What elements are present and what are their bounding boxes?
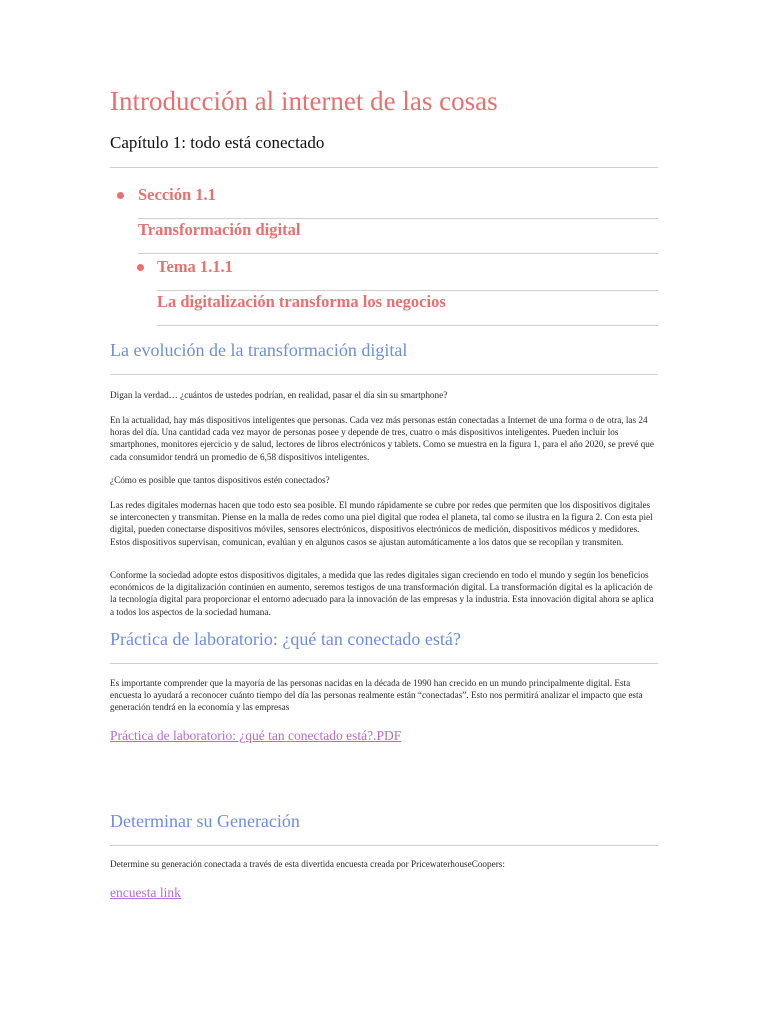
divider xyxy=(138,253,658,254)
divider xyxy=(157,290,658,291)
divider xyxy=(110,167,658,168)
paragraph: ¿Cómo es posible que tantos dispositivos estén conectados? xyxy=(110,475,330,485)
paragraph: Digan la verdad… ¿cuántos de ustedes podrían, en realidad, pasar el día sin su smartphone? xyxy=(110,390,448,400)
section-title: Transformación digital xyxy=(138,220,301,239)
divider xyxy=(157,325,658,326)
survey-link[interactable]: encuesta link xyxy=(110,885,181,900)
divider xyxy=(110,845,658,846)
paragraph: Es importante comprender que la mayoría de las personas nacidas en la década de 1990 han crecido en un mundo principalmente digital. Esta encuesta lo ayudará a reconocer cuánto tiempo del día las personas realmente están “conectadas”. Esto nos permitirá analizar el impacto que esta generación tendrá en la economía y las empresas xyxy=(110,678,643,713)
evolution-heading: La evolución de la transformación digital xyxy=(110,340,408,360)
bullet-icon xyxy=(137,264,144,271)
paragraph: Las redes digitales modernas hacen que todo esto sea posible. El mundo rápidamente se cubre por redes que permiten que los dispositivos digitales se interconecten y transmitan. Piense en la malla de redes como una piel digital que rodea el planeta, tal como se ilustra en la figura 2. Con esta piel digital, pueden conectarse dispositivos móviles, sensores electrónicos, dispositivos electrónicos de medición, dispositivos médicos y medidores. Estos dispositivos supervisan, comunican, evalúan y en algunos casos se ajustan automáticamente a los datos que se recopilan y transmiten. xyxy=(110,500,653,547)
lab-pdf-link[interactable]: Práctica de laboratorio: ¿qué tan conectado está?.PDF xyxy=(110,728,402,743)
chapter-title: Capítulo 1: todo está conectado xyxy=(110,133,325,152)
document-title: Introducción al internet de las cosas xyxy=(110,86,498,116)
lab-heading: Práctica de laboratorio: ¿qué tan conectado está? xyxy=(110,629,461,649)
divider xyxy=(138,218,658,219)
paragraph: Determine su generación conectada a través de esta divertida encuesta creada por PricewaterhouseCoopers: xyxy=(110,859,505,869)
divider xyxy=(110,663,658,664)
generation-heading: Determinar su Generación xyxy=(110,811,300,831)
topic-label: Tema 1.1.1 xyxy=(157,257,233,276)
bullet-icon xyxy=(117,192,124,199)
topic-title: La digitalización transforma los negocios xyxy=(157,292,446,311)
paragraph: Conforme la sociedad adopte estos dispositivos digitales, a medida que las redes digitales sigan creciendo en todo el mundo y según los beneficios económicos de la digitalización continúen en aumento, seremos testigos de una transformación digital. La transformación digital es la aplicación de la tecnología digital para proporcionar el entorno adecuado para la innovación de las empresas y la industria. Esta innovación digital ahora se aplica a todos los aspectos de la sociedad humana. xyxy=(110,570,654,617)
paragraph: En la actualidad, hay más dispositivos inteligentes que personas. Cada vez más personas están conectadas a Internet de una forma o de otra, las 24 horas del día. Una cantidad cada vez mayor de personas posee y depende de tres, cuatro o más dispositivos inteligentes. Pueden incluir los smartphones, monitores ejercicio y de salud, lectores de libros electrónicos y tablets. Como se muestra en la figura 1, para el año 2020, se prevé que cada consumidor tendrá un promedio de 6,58 dispositivos inteligentes. xyxy=(110,415,654,462)
section-label: Sección 1.1 xyxy=(138,185,216,204)
divider xyxy=(110,374,658,375)
